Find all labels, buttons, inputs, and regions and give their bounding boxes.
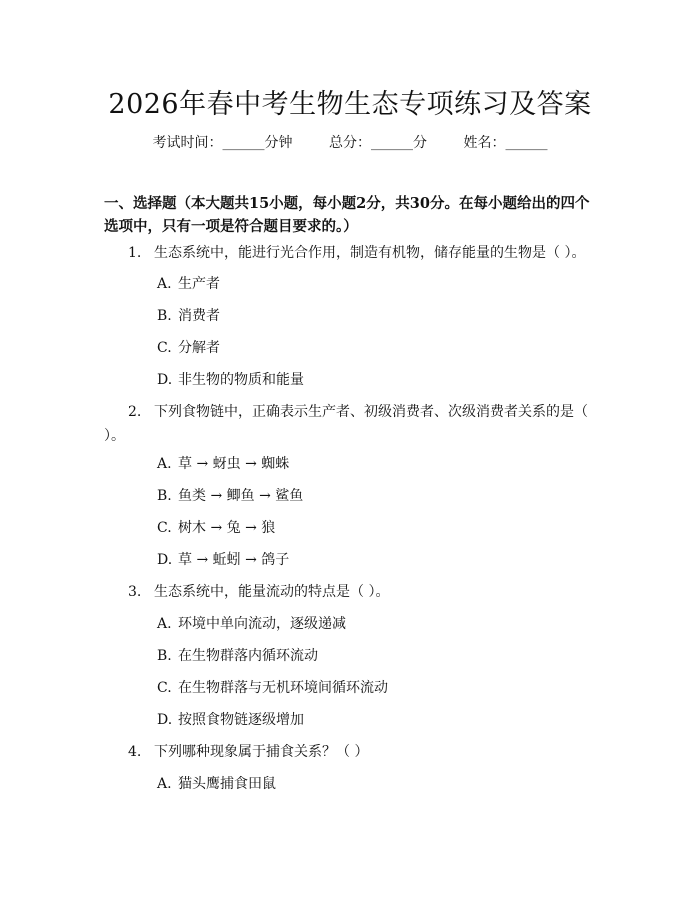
student-name-blank: ______ <box>505 135 548 151</box>
option-letter: B. <box>157 648 172 664</box>
option-text: 草 → 蚯蚓 → 鸽子 <box>178 552 290 568</box>
total-score-label: 总分： <box>329 135 371 151</box>
question-4 <box>104 740 596 764</box>
question-number: 2. <box>128 404 142 420</box>
question-3-option-d <box>157 710 304 730</box>
question-number: 4. <box>128 744 142 760</box>
option-letter: D. <box>157 372 173 388</box>
page-title: 2026年春中考生物生态专项练习及答案 <box>108 89 592 120</box>
question-3-option-c <box>157 678 388 698</box>
option-letter: A. <box>157 456 172 472</box>
question-2-option-c <box>157 518 275 538</box>
total-score-unit: 分 <box>413 135 427 151</box>
question-2-option-d <box>157 550 289 570</box>
option-text: 鱼类 → 鲫鱼 → 鲨鱼 <box>178 488 304 504</box>
exam-time-unit: 分钟 <box>264 135 293 151</box>
option-text: 猫头鹰捕食田鼠 <box>178 776 276 792</box>
student-name-label: 姓名： <box>463 135 506 151</box>
question-text: 生态系统中，能量流动的特点是（ ）。 <box>154 584 390 600</box>
option-letter: D. <box>157 712 173 728</box>
option-letter: A. <box>157 616 172 632</box>
option-letter: A. <box>157 776 172 792</box>
question-1-option-b <box>157 306 220 326</box>
exam-time-label: 考试时间： <box>152 135 223 151</box>
question-3-option-a <box>157 614 346 634</box>
question-4-option-a <box>157 774 276 794</box>
total-score-field <box>329 132 427 152</box>
section-heading: 一、选择题（本大题共15小题，每小题2分，共30分。在每小题给出的四个选项中，只有一项是符合题目要求的。） <box>104 195 590 235</box>
question-text: 下列食物链中，正确表示生产者、初级消费者、次级消费者关系的是（ ）。 <box>104 404 588 444</box>
option-text: 在生物群落与无机环境间循环流动 <box>178 680 388 696</box>
question-1 <box>104 241 596 265</box>
question-1-option-d <box>157 370 304 390</box>
option-letter: B. <box>157 488 172 504</box>
option-text: 分解者 <box>178 340 220 356</box>
option-text: 非生物的物质和能量 <box>178 372 304 388</box>
option-text: 生产者 <box>178 276 220 292</box>
question-3 <box>104 580 596 604</box>
option-text: 在生物群落内循环流动 <box>178 648 318 664</box>
option-text: 草 → 蚜虫 → 蜘蛛 <box>178 456 290 472</box>
option-letter: B. <box>157 308 172 324</box>
option-letter: C. <box>157 340 172 356</box>
option-letter: C. <box>157 520 172 536</box>
option-letter: A. <box>157 276 172 292</box>
option-letter: D. <box>157 552 173 568</box>
exam-time-blank: ______ <box>222 135 265 151</box>
question-number: 1. <box>128 245 142 261</box>
exam-time-field <box>153 132 293 152</box>
option-text: 环境中单向流动，逐级递减 <box>178 616 346 632</box>
question-2-option-a <box>157 454 289 474</box>
question-number: 3. <box>128 584 142 600</box>
question-text: 生态系统中，能进行光合作用，制造有机物，储存能量的生物是（ ）。 <box>154 245 586 261</box>
option-text: 消费者 <box>178 308 220 324</box>
student-name-field <box>463 132 547 152</box>
question-3-option-b <box>157 646 318 666</box>
exam-meta <box>0 132 700 152</box>
option-text: 按照食物链逐级增加 <box>178 712 304 728</box>
question-1-option-a <box>157 274 220 294</box>
question-1-option-c <box>157 338 220 358</box>
question-2 <box>104 400 596 448</box>
question-text: 下列哪种现象属于捕食关系？（ ） <box>154 744 369 760</box>
total-score-blank: ______ <box>371 135 413 151</box>
option-text: 树木 → 兔 → 狼 <box>178 520 276 536</box>
question-2-option-b <box>157 486 303 506</box>
option-letter: C. <box>157 680 172 696</box>
